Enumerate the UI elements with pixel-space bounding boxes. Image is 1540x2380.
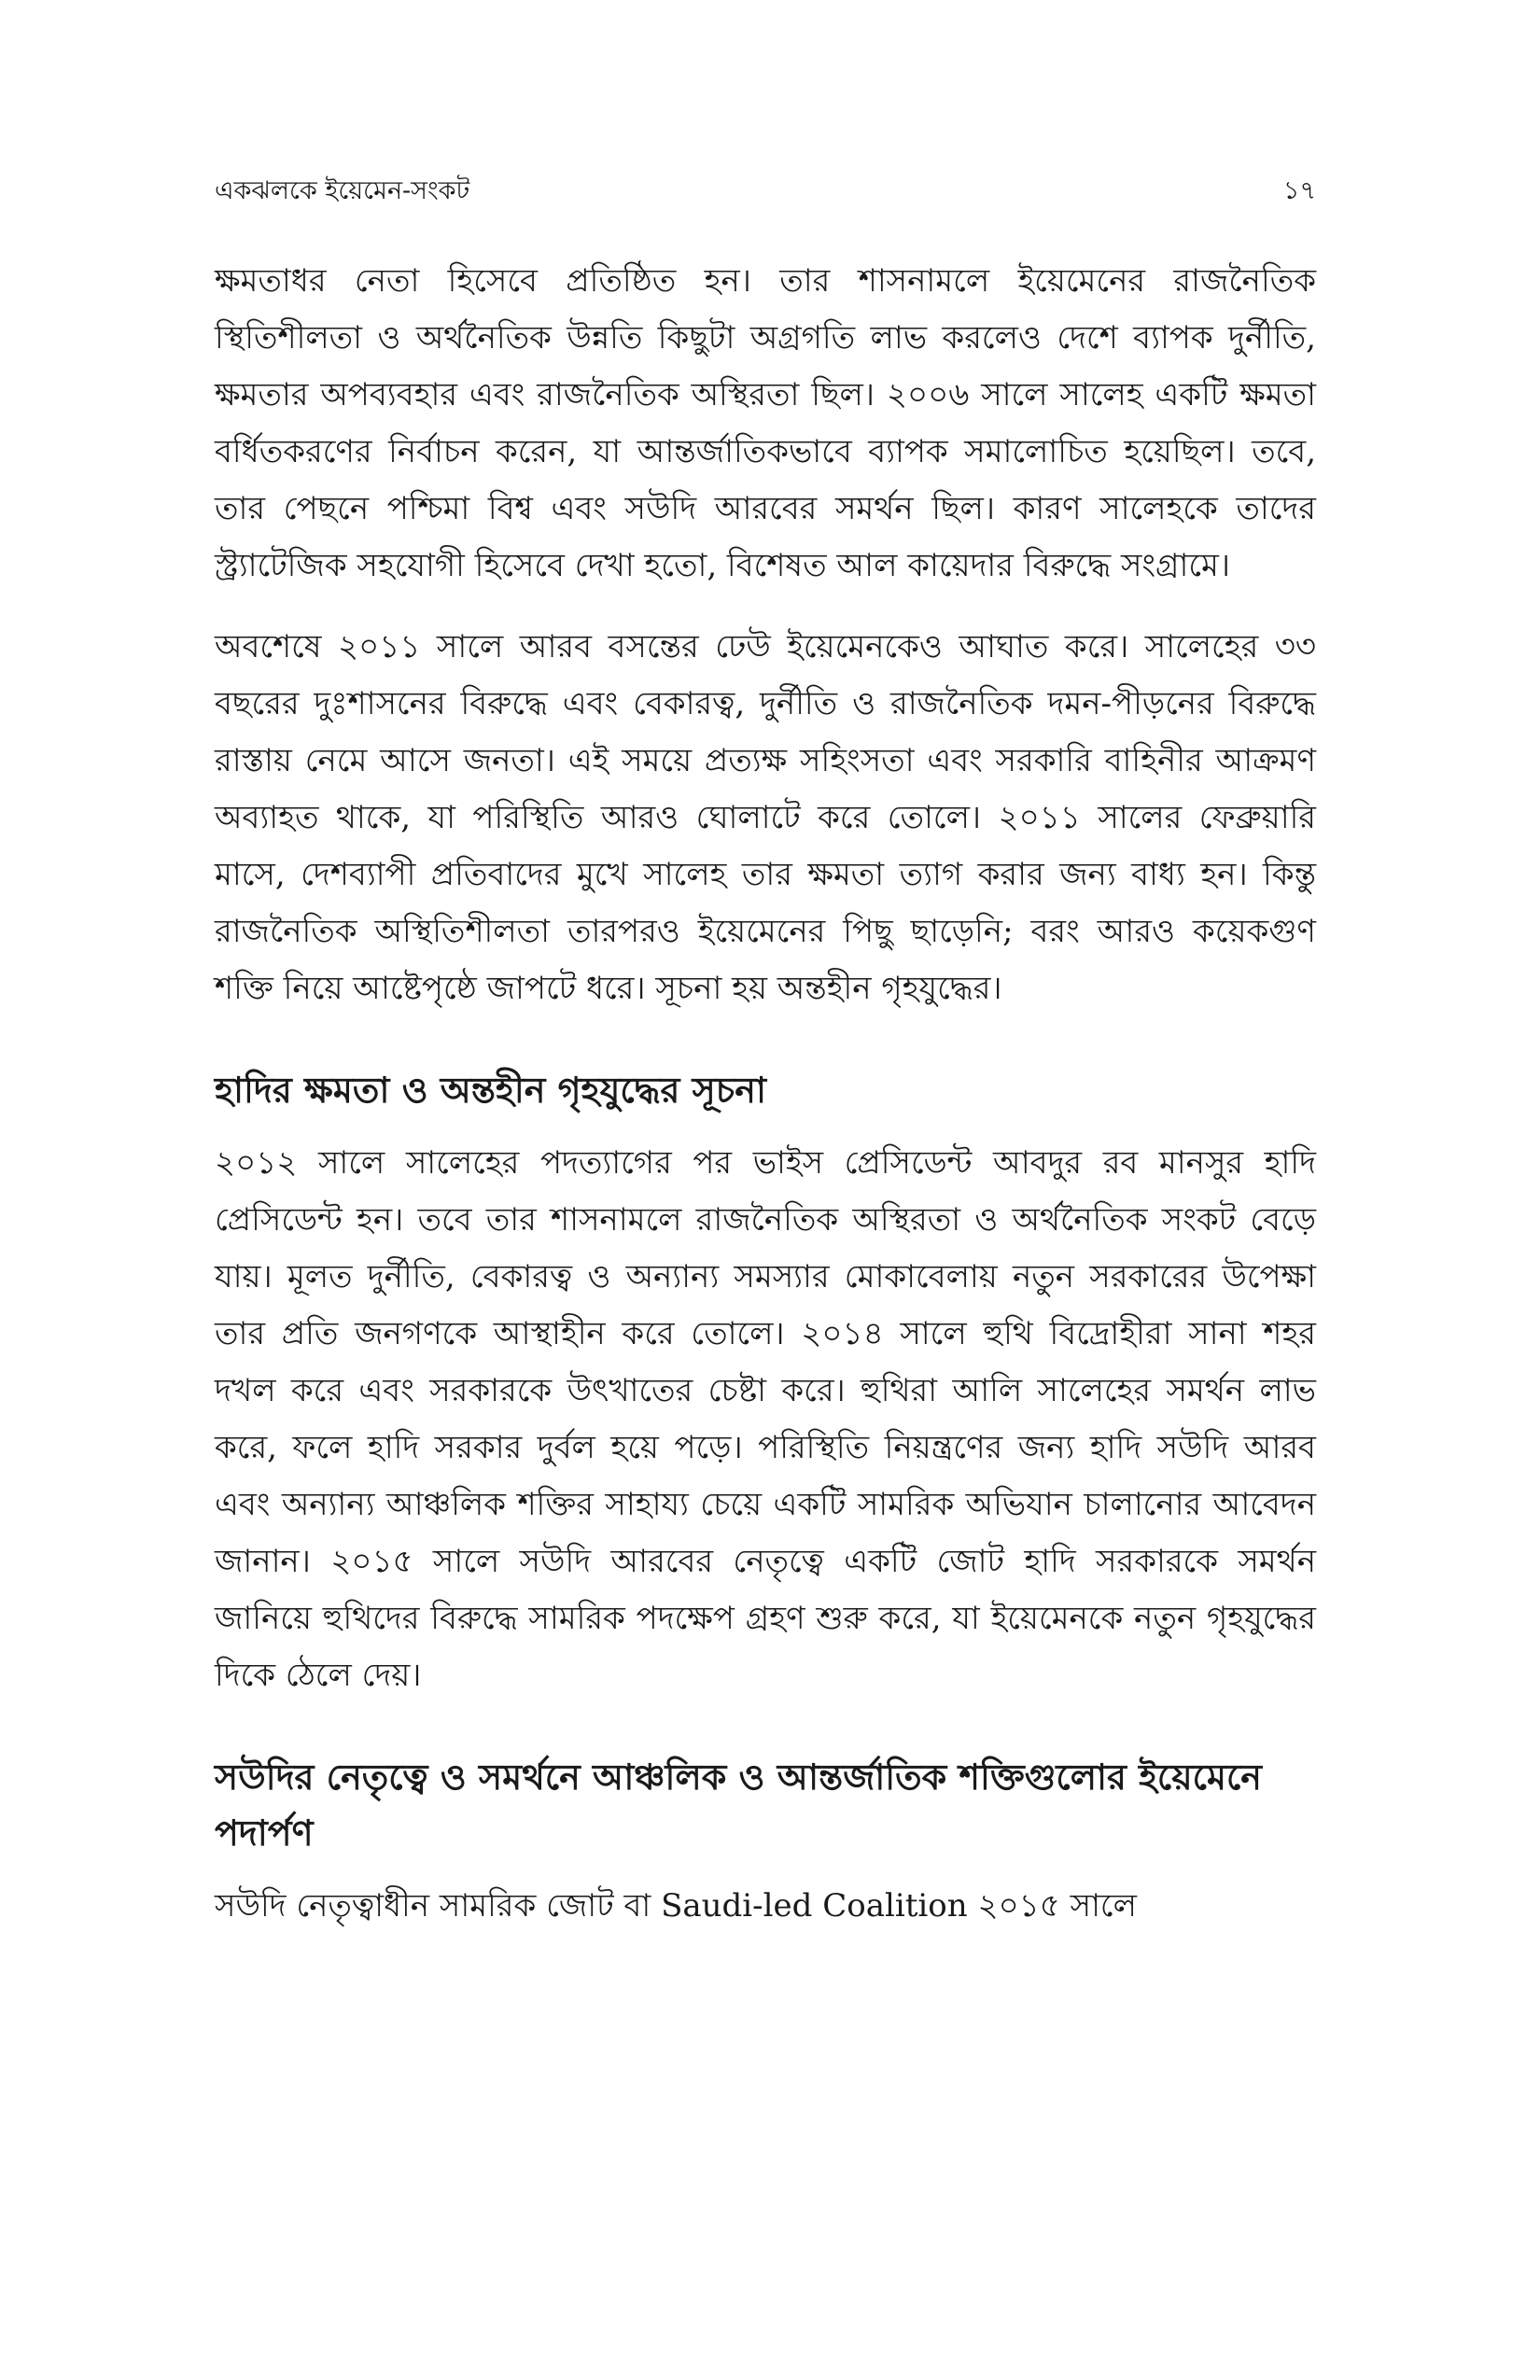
section-heading-hadi: হাদির ক্ষমতা ও অন্তহীন গৃহযুদ্ধের সূচনা [215, 1070, 766, 1111]
book-page [215, 173, 1316, 2319]
page-number: ১৭ [1282, 176, 1316, 205]
paragraph-arab-spring: অবশেষে ২০১১ সালে আরব বসন্তের ঢেউ ইয়েমেনকেও আঘাত করে। সালেহের ৩৩ বছরের দুঃশাসনের বিরুদ্ধে এবং বেকারত্ব, দুর্নীতি ও রাজনৈতিক দমন-পীড়নের বিরুদ্ধে রাস্তায় নেমে আসে জনতা। এই সময়ে প্রত্যক্ষ সহিংসতা এবং সরকারি বাহিনীর আক্রমণ অব্যাহত থাকে, যা পরিস্থিতি আরও ঘোলাটে করে তোলে। ২০১১ সালের ফেব্রুয়ারি মাসে, দেশব্যাপী প্রতিবাদের মুখে সালেহ তার ক্ষমতা ত্যাগ করার জন্য বাধ্য হন। কিন্তু রাজনৈতিক অস্থিতিশীলতা তারপরও ইয়েমেনের পিছু ছাড়েনি; বরং আরও কয়েকগুণ শক্তি নিয়ে আষ্টেপৃষ্ঠে জাপটে ধরে। সূচনা হয় অন্তহীন গৃহযুদ্ধের। [215, 628, 1316, 1007]
paragraph-saleh-rule: ক্ষমতাধর নেতা হিসেবে প্রতিষ্ঠিত হন। তার শাসনামলে ইয়েমেনের রাজনৈতিক স্থিতিশীলতা ও অর্থনৈতিক উন্নতি কিছুটা অগ্রগতি লাভ করলেও দেশে ব্যাপক দুর্নীতি, ক্ষমতার অপব্যবহার এবং রাজনৈতিক অস্থিরতা ছিল। ২০০৬ সালে সালেহ একটি ক্ষমতা বর্ধিতকরণের নির্বাচন করেন, যা আন্তর্জাতিকভাবে ব্যাপক সমালোচিত হয়েছিল। তবে, তার পেছনে পশ্চিমা বিশ্ব এবং সউদি আরবের সমর্থন ছিল। কারণ সালেহকে তাদের স্ট্র্যাটেজিক সহযোগী হিসেবে দেখা হতো, বিশেষত আল কায়েদার বিরুদ্ধে সংগ্রামে। [215, 262, 1316, 584]
running-header-title: একঝলকে ইয়েমেন-সংকট [215, 176, 470, 205]
paragraph-hadi-presidency: ২০১২ সালে সালেহের পদত্যাগের পর ভাইস প্রেসিডেন্ট আবদুর রব মানসুর হাদি প্রেসিডেন্ট হন। তবে তার শাসনামলে রাজনৈতিক অস্থিরতা ও অর্থনৈতিক সংকট বেড়ে যায়। মূলত দুর্নীতি, বেকারত্ব ও অন্যান্য সমস্যার মোকাবেলায় নতুন সরকারের উপেক্ষা তার প্রতি জনগণকে আস্থাহীন করে তোলে। ২০১৪ সালে হুথি বিদ্রোহীরা সানা শহর দখল করে এবং সরকারকে উৎখাতের চেষ্টা করে। হুথিরা আলি সালেহের সমর্থন লাভ করে, ফলে হাদি সরকার দুর্বল হয়ে পড়ে। পরিস্থিতি নিয়ন্ত্রণের জন্য হাদি সউদি আরব এবং অন্যান্য আঞ্চলিক শক্তির সাহায্য চেয়ে একটি সামরিক অভিযান চালানোর আবেদন জানান। ২০১৫ সালে সউদি আরবের নেতৃত্বে একটি জোট হাদি সরকারকে সমর্থন জানিয়ে হুথিদের বিরুদ্ধে সামরিক পদক্ষেপ গ্রহণ শুরু করে, যা ইয়েমেনকে নতুন গৃহযুদ্ধের দিকে ঠেলে দেয়। [215, 1144, 1316, 1694]
paragraph-saudi-coalition: সউদি নেতৃত্বাধীন সামরিক জোট বা Saudi-led Coalition ২০১৫ সালে [215, 1887, 1137, 1925]
section-heading-saudi-coalition: সউদির নেতৃত্বে ও সমর্থনে আঞ্চলিক ও আন্তর্জাতিক শক্তিগুলোর ইয়েমেনে পদার্পণ [215, 1757, 1262, 1854]
running-header [215, 173, 1316, 210]
